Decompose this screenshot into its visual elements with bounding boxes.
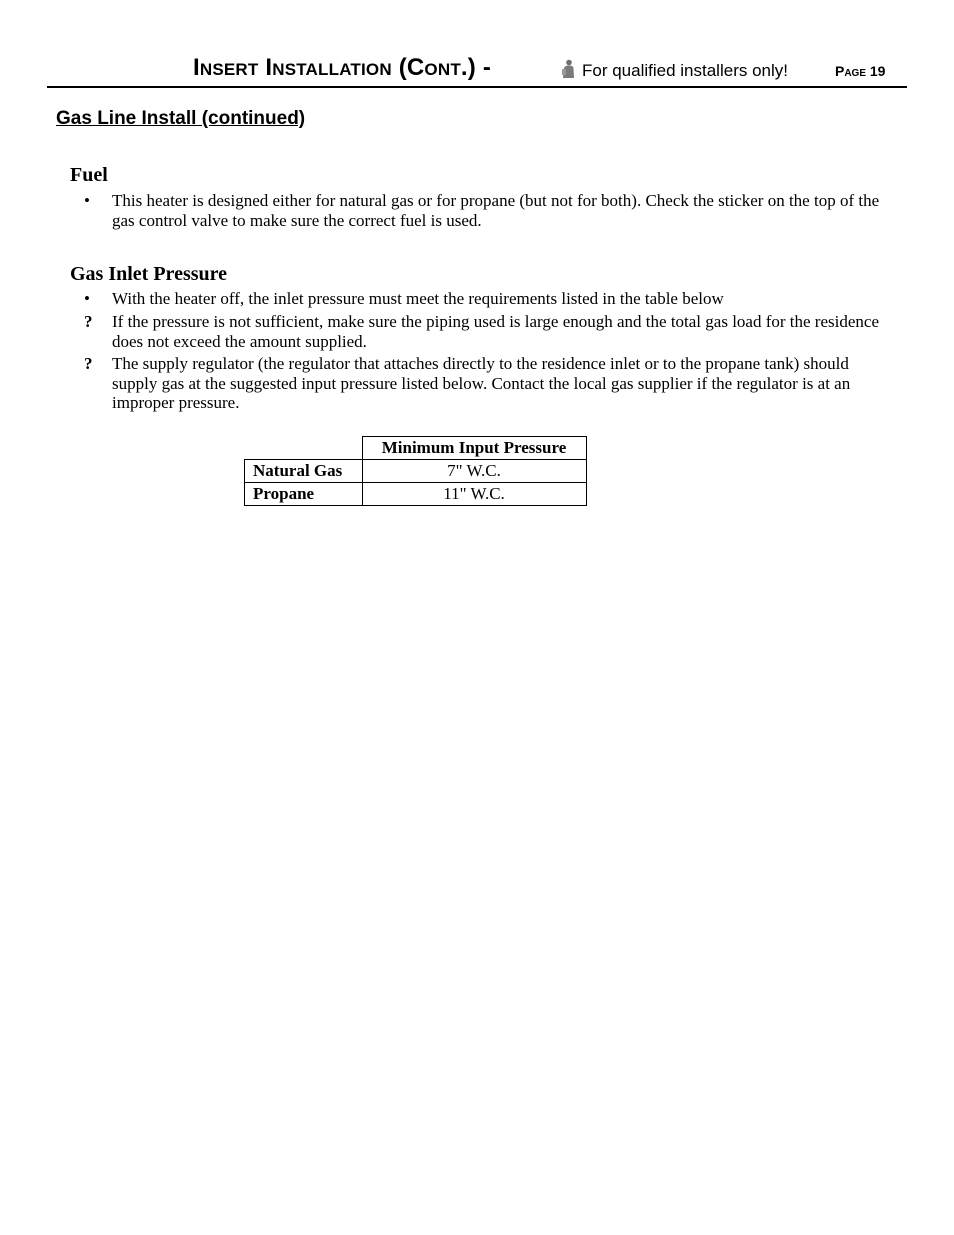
installer-person-icon bbox=[561, 59, 575, 79]
bullet-marker: • bbox=[84, 191, 90, 210]
page-title: Insert Installation (Cont.) - bbox=[193, 54, 492, 81]
table-cell: 7" W.C. bbox=[362, 460, 586, 483]
page-number: Page 19 bbox=[835, 63, 886, 79]
pressure-table bbox=[244, 436, 587, 506]
table-row bbox=[245, 460, 587, 483]
list-item-text: The supply regulator (the regulator that attaches directly to the residence inlet or to the propane tank) should supply gas at the suggested input pressure listed below. Contact the local gas supplier if the regulator is at an improper pressure. bbox=[112, 354, 851, 412]
question-marker: ? bbox=[84, 354, 93, 373]
row-header: Natural Gas bbox=[245, 460, 363, 483]
section-heading: Gas Line Install (continued) bbox=[56, 108, 306, 129]
bullet-marker: • bbox=[84, 289, 90, 308]
row-header: Propane bbox=[245, 483, 363, 506]
list-item bbox=[70, 191, 880, 230]
list-item bbox=[70, 312, 880, 351]
table-header-row bbox=[245, 437, 587, 460]
list-item-text: If the pressure is not sufficient, make sure the piping used is large enough and the total gas load for the residence does not exceed the amount supplied. bbox=[112, 312, 879, 351]
list-item-text: This heater is designed either for natural gas or for propane (but not for both). Check the sticker on the top of the gas control valve to make sure the correct fuel is used. bbox=[112, 191, 880, 230]
list-item-text: With the heater off, the inlet pressure must meet the requirements listed in the table below bbox=[112, 289, 724, 308]
installer-note: For qualified installers only! bbox=[582, 61, 788, 80]
gas-inlet-pressure-heading: Gas Inlet Pressure bbox=[70, 263, 228, 285]
list-item bbox=[70, 354, 880, 413]
table-corner-cell bbox=[245, 437, 363, 460]
column-header: Minimum Input Pressure bbox=[362, 437, 586, 460]
table-row bbox=[245, 483, 587, 506]
fuel-heading: Fuel bbox=[70, 164, 108, 186]
table-cell: 11" W.C. bbox=[362, 483, 586, 506]
question-marker: ? bbox=[84, 312, 93, 331]
page-header bbox=[47, 52, 907, 88]
list-item bbox=[70, 289, 880, 309]
